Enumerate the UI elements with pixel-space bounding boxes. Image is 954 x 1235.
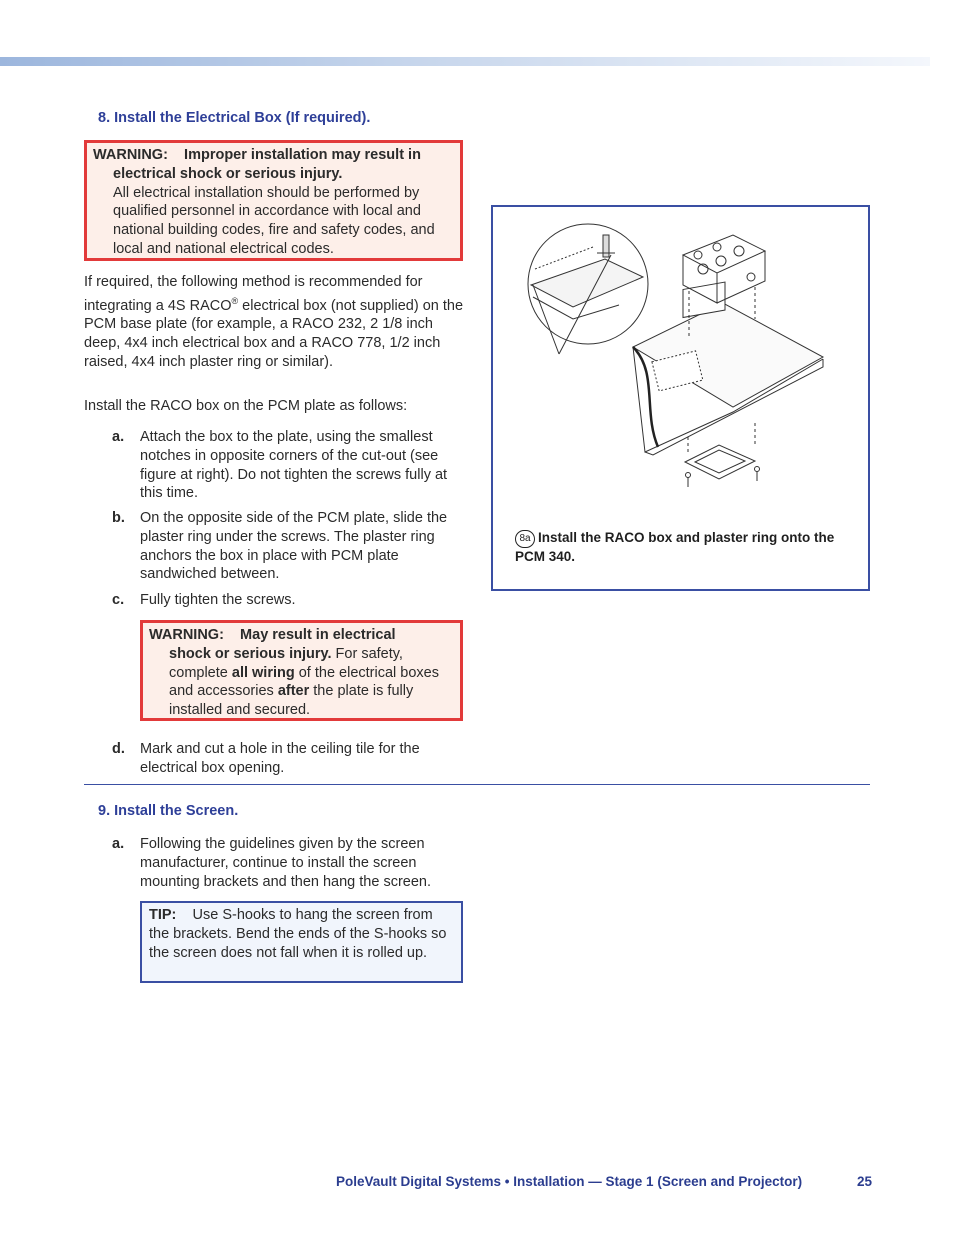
warning-label: WARNING: bbox=[149, 627, 224, 643]
tip-text: Use S-hooks to hang the screen from the brackets. Bend the ends of the S-hooks so the screen does not fall when it is rolled up. bbox=[149, 907, 447, 961]
figure-8a bbox=[491, 205, 870, 591]
warning-box-wiring bbox=[140, 620, 463, 721]
warning-title-b: shock or serious injury. bbox=[169, 645, 332, 662]
warning-title-a: Improper installation may result in bbox=[184, 147, 421, 163]
step-letter: d. bbox=[112, 741, 125, 757]
step-9a bbox=[112, 835, 464, 891]
intro-text-a: If required, the following method is recommended for integrating a 4S RACO bbox=[84, 274, 423, 314]
warning-body bbox=[149, 645, 454, 720]
warning-bold-1: all wiring bbox=[231, 664, 295, 681]
header-gradient-bar bbox=[0, 57, 930, 66]
registered-mark: ® bbox=[231, 295, 239, 306]
warning-body: All electrical installation should be performed by qualified personnel in accordance with local and national building codes, fire and safety codes, and local and national electrical codes. bbox=[113, 184, 435, 257]
warning-box-electrical bbox=[84, 140, 463, 261]
warning-text-1: For safety, complete bbox=[169, 645, 403, 681]
warning-text-3: the plate is fully installed and secured. bbox=[169, 683, 414, 719]
tip-box bbox=[140, 901, 463, 983]
intro-paragraph bbox=[84, 273, 464, 372]
step-letter: a. bbox=[112, 836, 125, 852]
warning-bold-2: after bbox=[277, 683, 310, 700]
section-8-heading: 8. Install the Electrical Box (If required). bbox=[98, 110, 371, 126]
raco-box-illustration bbox=[493, 207, 868, 507]
step-letter: c. bbox=[112, 592, 125, 608]
step-text: Fully tighten the screws. bbox=[140, 592, 296, 608]
step-text: On the opposite side of the PCM plate, slide the plaster ring under the screws. The plaster ring anchors the box in place with PCM plate sandwiched between. bbox=[140, 510, 448, 583]
step-b bbox=[112, 509, 464, 584]
step-text: Following the guidelines given by the screen manufacturer, continue to install the screen mounting brackets and then hang the screen. bbox=[140, 836, 431, 890]
warning-title-a: May result in electrical bbox=[240, 627, 396, 643]
warning-text-2: of the electrical boxes and accessories bbox=[169, 664, 439, 700]
install-lead: Install the RACO box on the PCM plate as follows: bbox=[84, 398, 408, 414]
warning-title-b: electrical shock or serious injury. bbox=[113, 165, 343, 182]
intro-text-b: electrical box (not supplied) on the PCM base plate (for example, a RACO 232, 2 1/8 inch deep, 4x4 inch electrical box and a RACO 778, 1/2 inch raised, 4x4 inch plaster ring or similar). bbox=[84, 297, 464, 371]
figure-badge: 8a bbox=[515, 530, 535, 548]
step-text: Attach the box to the plate, using the smallest notches in opposite corners of the cut-out (see figure at right). Do not tighten the screws fully at this time. bbox=[140, 429, 448, 502]
section-9-heading: 9. Install the Screen. bbox=[98, 803, 239, 819]
step-c bbox=[112, 591, 464, 610]
warning-label: WARNING: bbox=[93, 147, 168, 163]
step-text: Mark and cut a hole in the ceiling tile for the electrical box opening. bbox=[140, 741, 420, 776]
step-a bbox=[112, 428, 464, 503]
step-d bbox=[112, 740, 464, 778]
figure-caption-text: Install the RACO box and plaster ring onto the PCM 340. bbox=[515, 530, 835, 564]
section-divider bbox=[84, 784, 870, 785]
page-number: 25 bbox=[857, 1174, 873, 1189]
step-letter: a. bbox=[112, 429, 125, 445]
footer-title: PoleVault Digital Systems • Installation — Stage 1 (Screen and Projector) bbox=[336, 1174, 803, 1189]
tip-label: TIP: bbox=[149, 907, 177, 923]
step-letter: b. bbox=[112, 510, 125, 526]
figure-caption bbox=[515, 529, 845, 567]
